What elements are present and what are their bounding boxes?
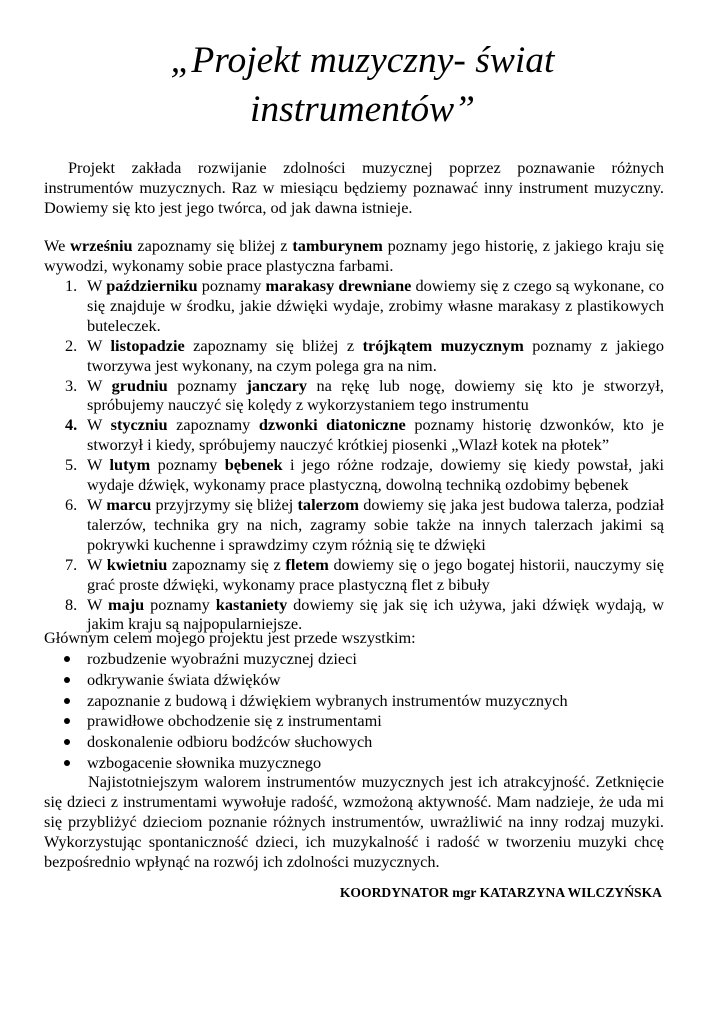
month-bold-text: maju <box>108 594 145 614</box>
goal-list-item <box>0 711 725 732</box>
goals-list <box>0 649 725 774</box>
list-item-number: 1. <box>65 276 78 295</box>
month-text: poznamy z jakiego tworzywa jest wykonany, na czym polega gra na nim. <box>87 335 664 375</box>
month-bold-text: listopadzie <box>110 335 185 355</box>
month-text: W <box>87 554 107 574</box>
goal-list-item <box>0 649 725 670</box>
month-text: W <box>87 335 111 355</box>
list-item-number: 4. <box>65 415 78 435</box>
month-bold-text: marcu <box>106 494 152 514</box>
list-item-number: 3. <box>65 375 78 395</box>
month-text: W <box>87 594 109 614</box>
month-text: dowiemy się jaka jest budowa talerza, podział talerzów, technika gry na nich, zagramy sobie także na innych talerzach jakimi są pokrywki kuchenne i sprawdzimy czym różnią się te dźwięki <box>87 494 664 554</box>
month-bold-text: trójkątem muzycznym <box>362 335 524 355</box>
month-text: zapoznamy się bliżej z <box>184 335 363 355</box>
goal-text: odkrywanie świata dźwięków <box>87 669 281 689</box>
goal-text: prawidłowe obchodzenie się z instrumentami <box>87 711 382 731</box>
goal-list-item <box>0 732 725 753</box>
month-bold-text: fletem <box>285 554 329 574</box>
goal-text: zapoznanie z budową i dźwiękiem wybranych instrumentów muzycznych <box>87 690 568 710</box>
month-bold-text: marakasy drewniane <box>265 276 412 295</box>
month-bold-text: talerzom <box>297 494 359 514</box>
title-line-1: „Projekt muzyczny- świat <box>170 40 555 81</box>
september-text: zapoznamy się bliżej z <box>132 236 293 255</box>
month-text: zapoznamy się z <box>167 554 286 574</box>
month-list-item <box>0 376 664 416</box>
list-item-number: 7. <box>65 554 78 574</box>
list-item-number: 8. <box>65 594 78 614</box>
month-text: W <box>87 415 111 435</box>
month-list-item <box>0 455 664 495</box>
closing-paragraph: Najistotniejszym walorem instrumentów muzycznych jest ich atrakcyjność. Zetknięcie się dzieci z instrumentami wywołuje radość, wzmożoną aktywność. Mam nadzieje, że uda mi się przybliżyć dzieciom poznanie różnych instrumentów, uwrażliwić na inny rodzaj muzyki. Wykorzystując spontaniczność dzieci, ich muzykalność i radość w tworzeniu muzyki chcę bezpośrednio wpłynąć na rozwój ich zdolności muzycznych. <box>44 772 664 871</box>
month-text: dowiemy się jak się ich używa, jaki dźwięk wydają, w jakim kraju są najpopularniejsze. <box>87 594 664 634</box>
month-text: zapoznamy <box>167 415 259 435</box>
month-list-item <box>0 555 664 595</box>
month-bold-text: lutym <box>109 455 151 475</box>
monthly-plan-list <box>0 276 725 634</box>
list-item-number: 2. <box>65 335 78 355</box>
goal-list-item <box>0 753 725 774</box>
month-text: W <box>87 455 110 475</box>
bullet-icon <box>64 698 70 704</box>
goal-list-item <box>0 670 725 691</box>
month-bold-text: październiku <box>106 276 198 295</box>
month-text: dowiemy się z czego są wykonane, co się znajduje w środku, jakie dźwięki wydaje, zrobimy własne marakasy z plastikowych buteleczek. <box>87 276 664 335</box>
month-list-item <box>0 336 664 376</box>
title-line-2: instrumentów” <box>249 89 476 130</box>
bullet-icon <box>64 739 70 745</box>
bullet-icon <box>64 718 70 724</box>
month-list-item <box>0 415 664 455</box>
september-paragraph <box>44 236 664 276</box>
list-item-number: 6. <box>65 494 78 514</box>
month-text: dowiemy się o jego bogatej historii, nauczymy się grać proste dźwięki, wykonamy prace plastyczną flet z bibuły <box>87 554 664 594</box>
september-text: poznamy jego historię, z jakiego kraju się wywodzi, wykonamy sobie prace plastyczna farbami. <box>44 236 665 275</box>
month-text: W <box>87 494 107 514</box>
month-text: przyjrzymy się bliżej <box>151 494 298 514</box>
intro-paragraph: Projekt zakłada rozwijanie zdolności muzycznej poprzez poznawanie różnych instrumentów muzycznych. Raz w miesiącu będziemy poznawać inny instrument muzyczny. Dowiemy się kto jest jego twórca, od jak dawna istnieje. <box>44 158 664 217</box>
month-bold-text: dzwonki diatoniczne <box>258 415 406 435</box>
september-bold-text: wrześniu <box>70 236 133 255</box>
month-bold-text: bębenek <box>224 455 283 475</box>
month-list-item <box>0 276 664 336</box>
month-list-item <box>0 495 664 555</box>
bullet-icon <box>64 760 70 766</box>
month-text: W <box>87 375 112 395</box>
goal-text: rozbudzenie wyobraźni muzycznej dzieci <box>87 649 357 668</box>
month-text: i jego różne rodzaje, dowiemy się kiedy powstał, jaki wydaje dźwięk, wykonamy prace plastyczną, dowolną techniką ozdobimy bębenek <box>87 455 664 495</box>
september-bold-text: tamburynem <box>292 236 383 255</box>
bullet-icon <box>64 656 70 662</box>
goal-text: doskonalenie odbioru bodźców słuchowych <box>87 732 373 752</box>
list-item-number: 5. <box>65 455 78 475</box>
month-text: poznamy <box>150 455 225 475</box>
goal-text: wzbogacenie słownika muzycznego <box>87 752 322 772</box>
goal-intro: Głównym celem mojego projektu jest przede wszystkim: <box>44 628 416 647</box>
month-text: poznamy historię dzwonków, kto je stworzył i kiedy, spróbujemy nauczyć krótkiej piosenki „Wlazł kotek na płotek” <box>87 415 664 455</box>
page-title <box>0 36 725 134</box>
month-text: poznamy <box>197 276 266 295</box>
coordinator-signature: KOORDYNATOR mgr KATARZYNA WILCZYŃSKA <box>339 885 662 900</box>
goal-list-item <box>0 691 725 712</box>
month-text: poznamy <box>144 594 216 614</box>
month-bold-text: janczary <box>246 375 308 395</box>
month-text: na rękę lub nogę, dowiemy się kto je stworzył, spróbujemy nauczyć się kolędy z wykorzystaniem tego instrumentu <box>87 375 664 415</box>
month-text: poznamy <box>167 375 247 395</box>
september-text: We <box>44 236 71 255</box>
month-bold-text: kwietniu <box>106 554 168 574</box>
month-bold-text: kastaniety <box>215 594 288 614</box>
month-text: W <box>87 276 107 295</box>
month-bold-text: grudniu <box>111 375 168 395</box>
month-bold-text: styczniu <box>110 415 168 435</box>
bullet-icon <box>64 677 70 683</box>
